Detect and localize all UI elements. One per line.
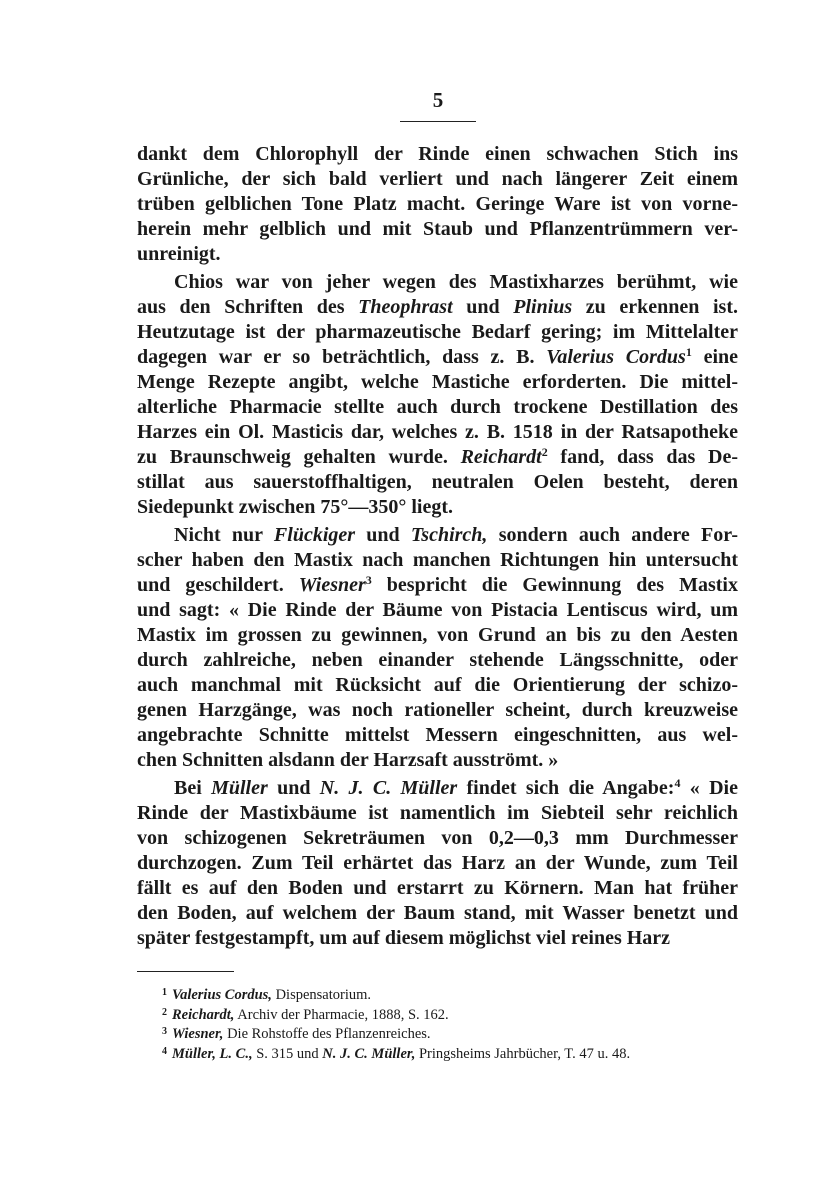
- text-run: stillat aus sauerstoffhaltigen, neutralen Oelen besteht, deren: [137, 471, 738, 493]
- footnote: [162, 1025, 742, 1045]
- text-run: sondern auch andere For-: [487, 524, 738, 546]
- text-line: [137, 370, 738, 395]
- text-run: Bei: [174, 777, 212, 799]
- text-line: [137, 395, 738, 420]
- text-line: [137, 420, 738, 445]
- text-run: Mastix im grossen zu gewinnen, von Grund an bis zu den Aesten: [137, 624, 738, 646]
- text-line: [137, 295, 738, 320]
- footnote-rule: [137, 971, 234, 972]
- text-run: durchzogen. Zum Teil erhärtet das Harz an der Wunde, zum Teil: [137, 852, 738, 874]
- text-run: Menge Rezepte angibt, welche Mastiche erforderten. Die mittel-: [137, 371, 738, 393]
- author-name: Flückiger: [273, 524, 356, 546]
- text-line: [137, 801, 738, 826]
- text-line: [137, 851, 738, 876]
- footnote-reference: 2: [541, 445, 548, 459]
- text-run: und geschildert.: [137, 574, 299, 596]
- author-name: Plinius: [513, 296, 573, 318]
- text-run: von schizogenen Sekreträumen von 0,2—0,3 mm Durchmesser: [137, 827, 738, 849]
- author-name: Reichardt: [460, 446, 542, 468]
- text-run: dagegen war er so beträchtlich, dass z. B.: [137, 346, 547, 368]
- text-line: [137, 648, 738, 673]
- page-number-rule: [400, 121, 476, 122]
- text-run: herein mehr gelblich und mit Staub und Pflanzentrümmern ver-: [137, 218, 738, 240]
- text-line: [137, 345, 738, 370]
- footnote-mark: 3: [162, 1026, 167, 1037]
- text-line: [137, 495, 738, 520]
- text-run: unreinigt.: [137, 243, 221, 265]
- text-line: [137, 673, 738, 698]
- text-line: [137, 242, 738, 267]
- text-line: [137, 573, 738, 598]
- text-run: eine: [691, 346, 738, 368]
- author-name: Theophrast: [358, 296, 453, 318]
- text-run: später festgestampft, um auf diesem möglichst viel reines Harz: [137, 927, 671, 949]
- text-run: und: [355, 524, 411, 546]
- footnote-text: Die Rohstoffe des Pflanzenreiches.: [223, 1026, 431, 1042]
- text-line: [137, 926, 738, 951]
- text-line: [137, 901, 738, 926]
- text-run: zu Braunschweig gehalten wurde.: [137, 446, 461, 468]
- text-line: [137, 192, 738, 217]
- text-line: [137, 445, 738, 470]
- text-run: Siedepunkt zwischen 75°—350° liegt.: [137, 496, 454, 518]
- footnote-text: Pringsheims Jahrbücher, T. 47 u. 48.: [415, 1045, 631, 1062]
- footnote-author: Valerius Cordus,: [172, 987, 272, 1003]
- text-line: [137, 470, 738, 495]
- text-run: findet sich die Angabe:: [457, 777, 675, 799]
- text-run: zu erkennen ist.: [572, 296, 739, 318]
- footnote-mark: 4: [162, 1045, 167, 1057]
- text-line: [137, 523, 738, 548]
- text-run: und sagt: « Die Rinde der Bäume von Pistacia Lentiscus wird, um: [137, 599, 738, 621]
- text-run: scher haben den Mastix nach manchen Richtungen hin untersucht: [137, 549, 738, 571]
- footnote-reference: 3: [365, 573, 372, 587]
- text-run: genen Harzgänge, was noch rationeller scheint, durch kreuzweise: [137, 699, 738, 721]
- footnote-reference: 4: [674, 776, 681, 790]
- text-run: Grünliche, der sich bald verliert und nach längerer Zeit einem: [137, 168, 738, 190]
- text-line: [137, 748, 738, 773]
- text-run: « Die: [680, 777, 738, 799]
- text-run: und: [267, 777, 320, 799]
- text-run: angebrachte Schnitte mittelst Messern eingeschnitten, aus wel-: [137, 724, 738, 746]
- footnote-text: Dispensatorium.: [271, 987, 372, 1003]
- text-run: bespricht die Gewinnung des Mastix: [371, 574, 738, 596]
- text-line: [137, 320, 738, 345]
- text-run: Rinde der Mastixbäume ist namentlich im Siebteil sehr reichlich: [137, 802, 738, 824]
- text-run: chen Schnitten alsdann der Harzsaft ausströmt. »: [137, 749, 559, 771]
- footnote-reference: 1: [685, 345, 692, 359]
- text-run: fällt es auf den Boden und erstarrt zu Körnern. Man hat früher: [137, 877, 738, 899]
- text-run: durch zahlreiche, neben einander stehende Längsschnitte, oder: [137, 649, 738, 671]
- text-line: [137, 698, 738, 723]
- footnote: [162, 986, 742, 1006]
- footnote-author: Reichardt,: [172, 1006, 235, 1023]
- footnote-author: N. J. C. Müller,: [322, 1045, 416, 1062]
- text-run: Nicht nur: [174, 524, 274, 546]
- footnote-author: Müller, L. C.,: [172, 1045, 253, 1062]
- page-number: 5: [432, 88, 444, 112]
- text-line: [137, 623, 738, 648]
- text-line: [137, 723, 738, 748]
- text-run: Harzes ein Ol. Masticis dar, welches z. B. 1518 in der Ratsapotheke: [137, 421, 738, 443]
- footnote-text: S. 315 und: [252, 1045, 323, 1062]
- text-line: [137, 142, 738, 167]
- author-name: Valerius Cordus: [546, 346, 686, 368]
- author-name: Müller: [211, 777, 268, 799]
- body-text: [137, 142, 738, 951]
- author-name: Tschirch,: [410, 524, 488, 546]
- text-run: alterliche Pharmacie stellte auch durch trockene Destillation des: [137, 396, 738, 418]
- text-run: den Boden, auf welchem der Baum stand, mit Wasser benetzt und: [137, 902, 738, 924]
- text-run: und: [452, 296, 514, 318]
- text-line: [137, 598, 738, 623]
- text-line: [137, 776, 738, 801]
- text-run: trüben gelblichen Tone Platz macht. Geringe Ware ist von vorne-: [137, 193, 738, 215]
- text-line: [137, 270, 738, 295]
- footnote-text: Archiv der Pharmacie, 1888, S. 162.: [234, 1006, 449, 1023]
- text-run: Heutzutage ist der pharmazeutische Bedarf gering; im Mittelalter: [137, 321, 738, 343]
- text-run: Chios war von jeher wegen des Mastixharzes berühmt, wie: [174, 271, 738, 293]
- text-line: [137, 167, 738, 192]
- text-run: aus den Schriften des: [137, 296, 359, 318]
- footnote-mark: 1: [162, 987, 167, 998]
- footnotes: [162, 986, 742, 1064]
- author-name: N. J. C. Müller: [319, 777, 458, 799]
- text-run: dankt dem Chlorophyll der Rinde einen schwachen Stich ins: [137, 143, 738, 165]
- text-line: [137, 826, 738, 851]
- footnote-mark: 2: [162, 1006, 167, 1018]
- text-run: auch manchmal mit Rücksicht auf die Orientierung der schizo-: [137, 674, 738, 696]
- text-run: fand, dass das De-: [547, 446, 738, 468]
- footnote: [162, 1045, 742, 1065]
- author-name: Wiesner: [298, 574, 366, 596]
- text-line: [137, 876, 738, 901]
- footnote-author: Wiesner,: [172, 1026, 224, 1042]
- text-line: [137, 548, 738, 573]
- footnote: [162, 1006, 742, 1026]
- text-line: [137, 217, 738, 242]
